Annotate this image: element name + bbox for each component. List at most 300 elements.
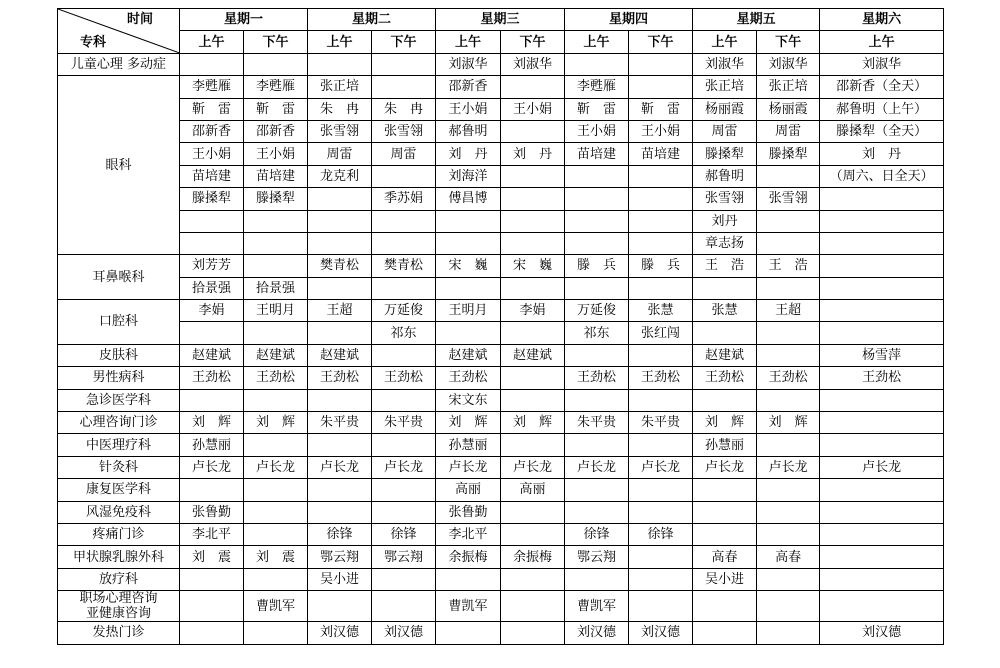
doctor-cell xyxy=(757,322,820,344)
doctor-cell xyxy=(501,120,565,142)
doctor-cell: 曹凯军 xyxy=(565,591,629,622)
pm-header: 下午 xyxy=(501,31,565,53)
doctor-cell xyxy=(501,434,565,456)
doctor-cell: 刘汉德 xyxy=(629,622,693,644)
doctor-cell: 万延俊 xyxy=(565,300,629,322)
doctor-cell xyxy=(629,546,693,568)
doctor-cell: 朱平贵 xyxy=(565,412,629,434)
specialty-label: 专科 xyxy=(80,34,107,50)
doctor-cell xyxy=(308,389,372,411)
doctor-cell: 赵建斌 xyxy=(244,344,308,366)
specialty-name: 中医理疗科 xyxy=(58,434,180,456)
doctor-cell xyxy=(757,479,820,501)
doctor-cell: 徐锋 xyxy=(308,523,372,545)
schedule-row xyxy=(58,389,944,411)
doctor-cell: 刘 丹 xyxy=(436,143,501,165)
doctor-cell xyxy=(372,210,436,232)
doctor-cell: 王劲松 xyxy=(308,367,372,389)
doctor-cell xyxy=(757,277,820,299)
doctor-cell xyxy=(820,389,944,411)
doctor-cell xyxy=(757,165,820,187)
doctor-cell: 刘汉德 xyxy=(820,622,944,644)
doctor-cell: 龙克利 xyxy=(308,165,372,187)
doctor-cell: 吴小进 xyxy=(693,568,757,590)
doctor-cell xyxy=(244,232,308,254)
doctor-cell: 孙慧丽 xyxy=(693,434,757,456)
doctor-cell: 邵新香 xyxy=(180,120,244,142)
doctor-cell xyxy=(629,389,693,411)
doctor-cell: 刘芳芳 xyxy=(180,255,244,277)
doctor-cell xyxy=(180,232,244,254)
doctor-cell: 朱平贵 xyxy=(372,412,436,434)
doctor-cell: 靳 雷 xyxy=(180,98,244,120)
day-header-tue: 星期二 xyxy=(308,9,436,31)
doctor-cell xyxy=(180,568,244,590)
doctor-cell: 赵建斌 xyxy=(308,344,372,366)
doctor-cell: 朱 冉 xyxy=(372,98,436,120)
schedule-table xyxy=(57,8,944,645)
doctor-cell: 苗培建 xyxy=(180,165,244,187)
doctor-cell xyxy=(244,53,308,75)
doctor-cell xyxy=(501,591,565,622)
doctor-cell xyxy=(820,568,944,590)
doctor-cell: 赵建斌 xyxy=(180,344,244,366)
doctor-cell xyxy=(372,568,436,590)
doctor-cell xyxy=(244,434,308,456)
doctor-cell: 卢长龙 xyxy=(629,456,693,478)
doctor-cell xyxy=(629,232,693,254)
doctor-cell xyxy=(180,622,244,644)
doctor-cell: 滕搡犁 xyxy=(757,143,820,165)
doctor-cell xyxy=(180,591,244,622)
doctor-cell: 刘 辉 xyxy=(757,412,820,434)
doctor-cell: 张正培 xyxy=(757,76,820,98)
doctor-cell: 周雷 xyxy=(693,120,757,142)
doctor-cell xyxy=(565,188,629,210)
doctor-cell: 刘 辉 xyxy=(436,412,501,434)
doctor-cell: 卢长龙 xyxy=(757,456,820,478)
doctor-cell xyxy=(180,389,244,411)
am-header: 上午 xyxy=(436,31,501,53)
doctor-cell xyxy=(820,434,944,456)
doctor-cell xyxy=(757,434,820,456)
doctor-cell xyxy=(244,255,308,277)
doctor-cell: 鄂云翔 xyxy=(565,546,629,568)
doctor-cell xyxy=(757,523,820,545)
doctor-cell xyxy=(501,622,565,644)
doctor-cell: 李甦雁 xyxy=(180,76,244,98)
doctor-cell: （周六、日全天） xyxy=(820,165,944,187)
doctor-cell xyxy=(501,523,565,545)
doctor-cell: 高春 xyxy=(693,546,757,568)
doctor-cell xyxy=(820,412,944,434)
doctor-cell: 刘丹 xyxy=(693,210,757,232)
doctor-cell xyxy=(501,210,565,232)
doctor-cell: 杨丽霞 xyxy=(757,98,820,120)
doctor-cell xyxy=(372,434,436,456)
schedule-row xyxy=(58,76,944,98)
doctor-cell: 王劲松 xyxy=(372,367,436,389)
doctor-cell: 徐锋 xyxy=(372,523,436,545)
doctor-cell xyxy=(308,232,372,254)
schedule-row xyxy=(58,479,944,501)
doctor-cell: 樊青松 xyxy=(372,255,436,277)
doctor-cell: 刘 震 xyxy=(180,546,244,568)
day-header-fri: 星期五 xyxy=(693,9,820,31)
doctor-cell: 卢长龙 xyxy=(308,456,372,478)
schedule-row xyxy=(58,143,944,165)
doctor-cell: 王小娟 xyxy=(180,143,244,165)
doctor-cell: 徐锋 xyxy=(565,523,629,545)
doctor-cell: 卢长龙 xyxy=(501,456,565,478)
doctor-cell xyxy=(180,53,244,75)
doctor-cell: 王明月 xyxy=(436,300,501,322)
doctor-cell: 刘淑华 xyxy=(757,53,820,75)
doctor-cell: 张红闯 xyxy=(629,322,693,344)
doctor-cell xyxy=(501,188,565,210)
doctor-cell xyxy=(244,210,308,232)
doctor-cell: 万延俊 xyxy=(372,300,436,322)
doctor-cell: 李甦雁 xyxy=(565,76,629,98)
schedule-row xyxy=(58,622,944,644)
doctor-cell: 刘 震 xyxy=(244,546,308,568)
pm-header: 下午 xyxy=(629,31,693,53)
doctor-cell: 张鲁勤 xyxy=(436,501,501,523)
doctor-cell xyxy=(308,277,372,299)
specialty-name: 皮肤科 xyxy=(58,344,180,366)
schedule-row xyxy=(58,456,944,478)
schedule-row xyxy=(58,300,944,322)
doctor-cell: 王劲松 xyxy=(180,367,244,389)
doctor-cell xyxy=(820,300,944,322)
schedule-row xyxy=(58,546,944,568)
doctor-cell xyxy=(436,568,501,590)
doctor-cell: 鄂云翔 xyxy=(372,546,436,568)
specialty-name: 眼科 xyxy=(58,76,180,255)
header-row-days xyxy=(58,9,944,31)
doctor-cell: 王小娟 xyxy=(436,98,501,120)
doctor-cell xyxy=(565,165,629,187)
doctor-cell xyxy=(244,501,308,523)
doctor-cell: 孙慧丽 xyxy=(180,434,244,456)
doctor-cell xyxy=(629,277,693,299)
doctor-cell: 王超 xyxy=(757,300,820,322)
doctor-cell xyxy=(436,622,501,644)
doctor-cell: 宋 巍 xyxy=(436,255,501,277)
doctor-cell xyxy=(501,76,565,98)
doctor-cell: 刘 辉 xyxy=(501,412,565,434)
pm-header: 下午 xyxy=(372,31,436,53)
doctor-cell xyxy=(820,546,944,568)
doctor-cell: 吴小进 xyxy=(308,568,372,590)
specialty-name: 急诊医学科 xyxy=(58,389,180,411)
day-header-sat: 星期六 xyxy=(820,9,944,31)
doctor-cell xyxy=(501,322,565,344)
doctor-cell xyxy=(820,255,944,277)
doctor-cell: 祁东 xyxy=(565,322,629,344)
doctor-cell: 余振梅 xyxy=(501,546,565,568)
schedule-row xyxy=(58,523,944,545)
doctor-cell xyxy=(757,344,820,366)
doctor-cell: 傅昌博 xyxy=(436,188,501,210)
am-header: 上午 xyxy=(565,31,629,53)
doctor-cell: 王 浩 xyxy=(757,255,820,277)
doctor-cell xyxy=(693,389,757,411)
doctor-cell xyxy=(565,232,629,254)
doctor-cell: 刘 辉 xyxy=(693,412,757,434)
specialty-name: 职场心理咨询 亚健康咨询 xyxy=(58,591,180,622)
doctor-cell: 章志扬 xyxy=(693,232,757,254)
pm-header: 下午 xyxy=(757,31,820,53)
doctor-cell: 滕 兵 xyxy=(565,255,629,277)
doctor-cell: 郝鲁明 xyxy=(436,120,501,142)
doctor-cell xyxy=(757,622,820,644)
doctor-cell xyxy=(372,591,436,622)
schedule-body xyxy=(58,9,944,645)
specialty-name: 风湿免疫科 xyxy=(58,501,180,523)
doctor-cell: 鄂云翔 xyxy=(308,546,372,568)
doctor-cell xyxy=(244,389,308,411)
doctor-cell xyxy=(501,501,565,523)
schedule-row xyxy=(58,277,944,299)
doctor-cell xyxy=(308,210,372,232)
doctor-cell xyxy=(629,568,693,590)
specialty-name: 男性病科 xyxy=(58,367,180,389)
doctor-cell: 周雷 xyxy=(757,120,820,142)
doctor-cell xyxy=(308,591,372,622)
doctor-cell: 靳 雷 xyxy=(629,98,693,120)
doctor-cell xyxy=(501,232,565,254)
doctor-cell: 张慧 xyxy=(693,300,757,322)
am-header: 上午 xyxy=(820,31,944,53)
doctor-cell xyxy=(629,344,693,366)
doctor-cell: 张雪翎 xyxy=(372,120,436,142)
doctor-cell: 刘海洋 xyxy=(436,165,501,187)
doctor-cell: 张雪翎 xyxy=(693,188,757,210)
doctor-cell xyxy=(565,389,629,411)
doctor-cell: 赵建斌 xyxy=(501,344,565,366)
doctor-cell: 刘汉德 xyxy=(565,622,629,644)
doctor-cell: 张鲁勤 xyxy=(180,501,244,523)
doctor-cell: 王劲松 xyxy=(629,367,693,389)
doctor-cell xyxy=(308,322,372,344)
doctor-cell xyxy=(820,479,944,501)
am-header: 上午 xyxy=(180,31,244,53)
doctor-cell: 刘淑华 xyxy=(436,53,501,75)
doctor-cell xyxy=(693,322,757,344)
doctor-cell: 郝鲁明（上午） xyxy=(820,98,944,120)
doctor-cell xyxy=(244,322,308,344)
doctor-cell xyxy=(565,210,629,232)
time-label: 时间 xyxy=(126,12,153,27)
doctor-cell xyxy=(308,434,372,456)
doctor-cell: 刘汉德 xyxy=(372,622,436,644)
doctor-cell: 刘汉德 xyxy=(308,622,372,644)
doctor-cell xyxy=(565,479,629,501)
schedule-row xyxy=(58,344,944,366)
doctor-cell xyxy=(436,210,501,232)
doctor-cell xyxy=(372,165,436,187)
schedule-row xyxy=(58,501,944,523)
doctor-cell xyxy=(629,479,693,501)
doctor-cell: 孙慧丽 xyxy=(436,434,501,456)
doctor-cell: 张正培 xyxy=(308,76,372,98)
doctor-cell xyxy=(629,434,693,456)
day-header-thu: 星期四 xyxy=(565,9,693,31)
doctor-cell: 拾景强 xyxy=(244,277,308,299)
header-row-halves xyxy=(58,31,944,53)
doctor-cell: 王小娟 xyxy=(244,143,308,165)
specialty-name: 耳鼻喉科 xyxy=(58,255,180,300)
doctor-cell: 王小娟 xyxy=(501,98,565,120)
doctor-cell xyxy=(501,367,565,389)
doctor-cell xyxy=(501,568,565,590)
doctor-cell: 王劲松 xyxy=(820,367,944,389)
pm-header: 下午 xyxy=(244,31,308,53)
doctor-cell xyxy=(820,188,944,210)
schedule-row xyxy=(58,367,944,389)
doctor-cell xyxy=(757,210,820,232)
doctor-cell: 滕搡犁 xyxy=(693,143,757,165)
doctor-cell xyxy=(693,523,757,545)
doctor-cell xyxy=(372,479,436,501)
am-header: 上午 xyxy=(308,31,372,53)
doctor-cell xyxy=(629,501,693,523)
doctor-cell: 赵建斌 xyxy=(693,344,757,366)
doctor-cell: 卢长龙 xyxy=(180,456,244,478)
doctor-cell xyxy=(180,210,244,232)
doctor-cell: 赵建斌 xyxy=(436,344,501,366)
doctor-cell: 王劲松 xyxy=(244,367,308,389)
doctor-cell: 李娟 xyxy=(180,300,244,322)
doctor-cell xyxy=(820,210,944,232)
doctor-cell xyxy=(693,479,757,501)
doctor-cell xyxy=(436,232,501,254)
doctor-cell xyxy=(372,344,436,366)
doctor-cell: 王小娟 xyxy=(629,120,693,142)
specialty-name: 发热门诊 xyxy=(58,622,180,644)
doctor-cell: 卢长龙 xyxy=(244,456,308,478)
doctor-cell: 王超 xyxy=(308,300,372,322)
doctor-cell: 卢长龙 xyxy=(436,456,501,478)
schedule-row xyxy=(58,210,944,232)
doctor-cell xyxy=(820,523,944,545)
doctor-cell xyxy=(629,53,693,75)
doctor-cell: 曹凯军 xyxy=(436,591,501,622)
schedule-row xyxy=(58,591,944,622)
doctor-cell: 李甦雁 xyxy=(244,76,308,98)
doctor-cell: 靳 雷 xyxy=(565,98,629,120)
am-header: 上午 xyxy=(693,31,757,53)
schedule-row xyxy=(58,188,944,210)
doctor-cell xyxy=(244,523,308,545)
schedule-row xyxy=(58,232,944,254)
doctor-cell xyxy=(372,53,436,75)
doctor-cell xyxy=(565,53,629,75)
doctor-cell xyxy=(565,434,629,456)
doctor-cell: 邵新香 xyxy=(244,120,308,142)
doctor-cell: 王小娟 xyxy=(565,120,629,142)
doctor-cell xyxy=(629,210,693,232)
doctor-cell xyxy=(820,322,944,344)
doctor-cell xyxy=(693,277,757,299)
schedule-row xyxy=(58,434,944,456)
corner-diagonal xyxy=(58,9,179,53)
doctor-cell: 宋 巍 xyxy=(501,255,565,277)
doctor-cell: 宋文东 xyxy=(436,389,501,411)
doctor-cell: 刘 丹 xyxy=(820,143,944,165)
doctor-cell: 苗培建 xyxy=(565,143,629,165)
doctor-cell xyxy=(757,591,820,622)
schedule-row xyxy=(58,165,944,187)
corner-header-cell xyxy=(58,9,180,54)
doctor-cell: 张雪翎 xyxy=(757,188,820,210)
doctor-cell: 高丽 xyxy=(501,479,565,501)
doctor-cell: 滕搡犁 xyxy=(244,188,308,210)
doctor-cell xyxy=(565,568,629,590)
doctor-cell xyxy=(501,165,565,187)
doctor-cell: 张慧 xyxy=(629,300,693,322)
doctor-cell xyxy=(757,389,820,411)
doctor-cell xyxy=(820,277,944,299)
specialty-name: 儿童心理 多动症 xyxy=(58,53,180,75)
doctor-cell xyxy=(565,501,629,523)
doctor-cell: 李娟 xyxy=(501,300,565,322)
doctor-cell: 刘淑华 xyxy=(820,53,944,75)
doctor-cell xyxy=(820,232,944,254)
doctor-cell: 王劲松 xyxy=(436,367,501,389)
day-header-mon: 星期一 xyxy=(180,9,308,31)
doctor-cell xyxy=(372,389,436,411)
schedule-row xyxy=(58,255,944,277)
doctor-cell: 曹凯军 xyxy=(244,591,308,622)
doctor-cell xyxy=(757,568,820,590)
doctor-cell: 刘淑华 xyxy=(693,53,757,75)
doctor-cell xyxy=(820,501,944,523)
doctor-cell xyxy=(308,53,372,75)
doctor-cell: 郝鲁明 xyxy=(693,165,757,187)
doctor-cell xyxy=(244,568,308,590)
doctor-cell: 祁东 xyxy=(372,322,436,344)
doctor-cell: 王劲松 xyxy=(757,367,820,389)
schedule-row xyxy=(58,98,944,120)
doctor-cell: 王劲松 xyxy=(693,367,757,389)
doctor-cell xyxy=(820,591,944,622)
doctor-cell xyxy=(565,344,629,366)
doctor-cell: 刘 辉 xyxy=(180,412,244,434)
doctor-cell xyxy=(629,188,693,210)
doctor-cell: 滕 兵 xyxy=(629,255,693,277)
doctor-cell: 周雷 xyxy=(372,143,436,165)
doctor-cell: 卢长龙 xyxy=(372,456,436,478)
doctor-cell xyxy=(180,322,244,344)
doctor-cell: 张雪翎 xyxy=(308,120,372,142)
doctor-cell: 樊青松 xyxy=(308,255,372,277)
doctor-cell: 王明月 xyxy=(244,300,308,322)
doctor-cell xyxy=(693,591,757,622)
doctor-cell xyxy=(372,232,436,254)
doctor-cell: 李北平 xyxy=(180,523,244,545)
doctor-cell: 高丽 xyxy=(436,479,501,501)
doctor-cell: 滕搡犁 xyxy=(180,188,244,210)
schedule-row xyxy=(58,322,944,344)
specialty-name: 康复医学科 xyxy=(58,479,180,501)
doctor-cell: 张正培 xyxy=(693,76,757,98)
doctor-cell: 卢长龙 xyxy=(820,456,944,478)
doctor-cell xyxy=(693,622,757,644)
doctor-cell: 邵新香 xyxy=(436,76,501,98)
doctor-cell: 王劲松 xyxy=(565,367,629,389)
